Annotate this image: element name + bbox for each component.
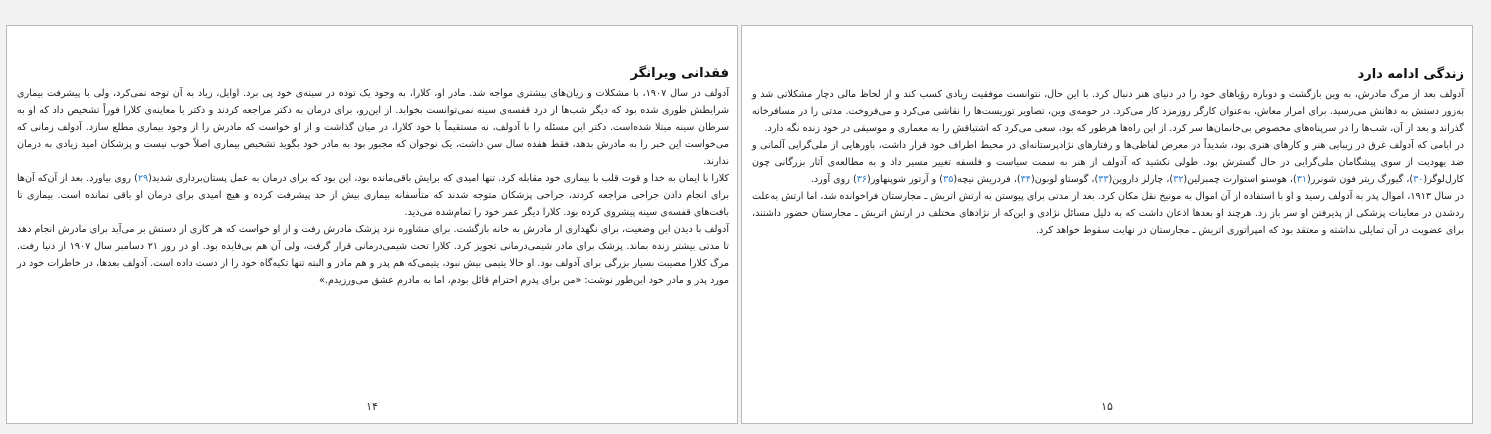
- paragraph-text: )، گیورگ ریتر فون شونرر(: [1307, 174, 1414, 185]
- right-paragraph-2: [752, 137, 1464, 188]
- right-paragraph-1: [752, 86, 1464, 137]
- footnote-reference[interactable]: ۳۲: [1173, 174, 1184, 185]
- paragraph-text: )، فردریش نیچه(: [953, 174, 1021, 185]
- footnote-reference[interactable]: ۳۵: [943, 174, 954, 185]
- paragraph-text: آدولف در سال ۱۹۰۷، با مشکلات و زیان‌های بیشتری مواجه شد. مادر او، کلارا، به وجود یک توده در سینه‌ی خود پی برد. اوایل، زیاد به آن توجه نمی‌کرد، ولی با پیشرفت بیماری شرایطش طوری شده بود که دیگر شب‌ها از درد قفسه‌ی سینه نمی‌توانست بخوابد. از این‌رو، برای درمان به دکتر مراجعه کردند و دکتر با معاینه‌ی کلارا فوراً تشخیص داد که او به سرطان سینه مبتلا شده‌است. دکتر این مسئله را با آدولف، نه مستقیماً با خود کلارا، در میان گذاشت و از او خواست که مادرش را از وجود بیماری مطلع سازد. آدولف زمانی که می‌خواست این خبر را به مادرش بدهد، فقط هفده سال سن داشت، یک نوجوان که مجبور بود به مادر خود بگوید تشخیص بیماری اصلاً خوب نیست و پزشکان امید زیادی به درمان ندارند.: [17, 88, 729, 167]
- right-page-content: [752, 66, 1464, 239]
- left-paragraph-3: [17, 221, 729, 289]
- paragraph-text: در ایامی که آدولف غرق در زیبایی هنر و کارهای هنری بود، شدیداً در معرض لفاظی‌ها و رفتارهای نژادپرستانه‌ای در محیط اطراف خود قرار داشت، باورهایی از ملی‌گرایی آلمانی و ضد یهودیت از سوی پیشگامان ملی‌گرایی در حال گسترش بود. طولی نکشید که آدولف از هنر به سمت سیاست و فلسفه تغییر مسیر داد و به مطالعه‌ی آثار بزرگانی چون کارل‌لوگر(: [752, 140, 1464, 185]
- right-paragraph-3: [752, 188, 1464, 239]
- footnote-reference[interactable]: ۳۴: [1020, 174, 1031, 185]
- right-page: [741, 25, 1473, 424]
- left-paragraph-2: [17, 170, 729, 221]
- footnote-reference[interactable]: ۲۹: [137, 173, 149, 184]
- paragraph-text: )، هوستو استوارت چمبرلین(: [1183, 174, 1297, 185]
- left-page-content: [17, 65, 729, 289]
- left-page-number: ۱۴: [366, 400, 378, 413]
- paragraph-text: آدولف بعد از مرگ مادرش، به وین بازگشت و دوباره رؤیاهای خود را در دنیای هنر دنبال کرد. با این حال، نتوانست موفقیت زیادی کسب کند و از لحاظ مالی دچار مشکلاتی شد و به‌زور دستش به دهانش می‌رسید. برای امرار معاش، به‌عنوان کارگر روزمزد کار می‌کرد. در حومه‌ی وین، تصاویر توریست‌ها را نقاشی می‌کرد و می‌فروخت. مدتی را در مسافرخانه گذراند و بعد از آن، شب‌ها را در سرپناه‌های مخصوص بی‌خانمان‌ها سر کرد. از این راه‌ها هرطور که بود، سعی می‌کرد که اشتیاقش را به معماری و موسیقی در خود زنده نگه دارد.: [752, 89, 1464, 134]
- right-page-heading: زندگی ادامه دارد: [1357, 67, 1464, 82]
- footnote-reference[interactable]: ۳۱: [1296, 174, 1308, 185]
- paragraph-text: ) روی بیاورد. بعد از آن‌که آن‌ها برای انجام دادن جراحی مراجعه کردند، جراحی پزشکان متوجه شدند که متأسفانه بیماری بیش از حد پیشرفت کرده و هیچ امیدی برای درمان او باقی نمانده است. بیماری تا بافت‌های قفسه‌ی سینه پیشروی کرده بود. کلارا دیگر عمر خود را تمام‌شده می‌دید.: [17, 173, 729, 218]
- paragraph-text: )، چارلز داروین(: [1108, 174, 1174, 185]
- footnote-reference[interactable]: ۳۰: [1413, 174, 1424, 185]
- footnote-reference[interactable]: ۳۶: [856, 174, 868, 185]
- footnote-reference[interactable]: ۳۳: [1098, 174, 1109, 185]
- paragraph-text: ) و آرتور شوپنهاور(: [867, 174, 944, 185]
- paragraph-text: آدولف با دیدن این وضعیت، برای نگهداری از مادرش به خانه بازگشت. برای مشاوره نزد پزشک مادرش رفت و از او خواست که هر کاری از دستش بر می‌آید برای مادرش انجام دهد تا مدتی بیشتر زنده بماند. پزشک برای مادر شیمی‌درمانی تجویز کرد. کلارا تحت شیمی‌درمانی قرار گرفت، ولی آن هم بی‌فایده بود. او در روز ۲۱ دسامبر سال ۱۹۰۷ از دنیا رفت. مرگ کلارا مصیبت بسیار بزرگی برای آدولف بود. او حالا یتیمی بیش نبود، یتیمی‌که هم پدر و هم مادر و البته تنها تکیه‌گاه خود را از دست داده است. آدولف بعدها، در خاطرات خود در مورد پدر و مادر خود این‌طور نوشت: «من برای پدرم احترام قائل بودم، اما به مادرم عشق می‌ورزیدم.»: [17, 224, 729, 286]
- left-page-heading: فقدانی ویرانگر: [630, 66, 729, 81]
- paragraph-text: کلارا با ایمان به خدا و قوت قلب با بیماری خود مقابله کرد. تنها امیدی که برایش باقی‌مانده بود، این بود که برای درمان به عمل پستان‌برداری شدید(: [148, 173, 730, 184]
- paragraph-text: ) روی آورد.: [810, 174, 857, 185]
- right-page-number: ۱۵: [1101, 400, 1113, 413]
- paragraph-text: )، گوستاو لوبون(: [1030, 174, 1099, 185]
- left-paragraph-1: [17, 85, 729, 170]
- left-page: [6, 25, 738, 424]
- paragraph-text: در سال ۱۹۱۳، اموال پدر به آدولف رسید و او با استفاده از آن اموال به مونیخ نقل مکان کرد. بعد از مدتی برای پیوستن به ارتش اتریش ـ مجارستان فراخوانده شد، اما ارتش به‌علت ردشدن در معاینات پزشکی از پذیرفتن او سر باز زد. هرچند او بعدها اذعان داشت که به دلیل مسائل نژادی و این‌که از نژادهای مختلف در ارتش اتریش ـ مجارستان حضور داشتند، برای عضویت در آن تمایلی نداشته و معتقد بود که امپراتوری اتریش ـ مجارستان در نهایت سقوط خواهد کرد.: [752, 191, 1465, 236]
